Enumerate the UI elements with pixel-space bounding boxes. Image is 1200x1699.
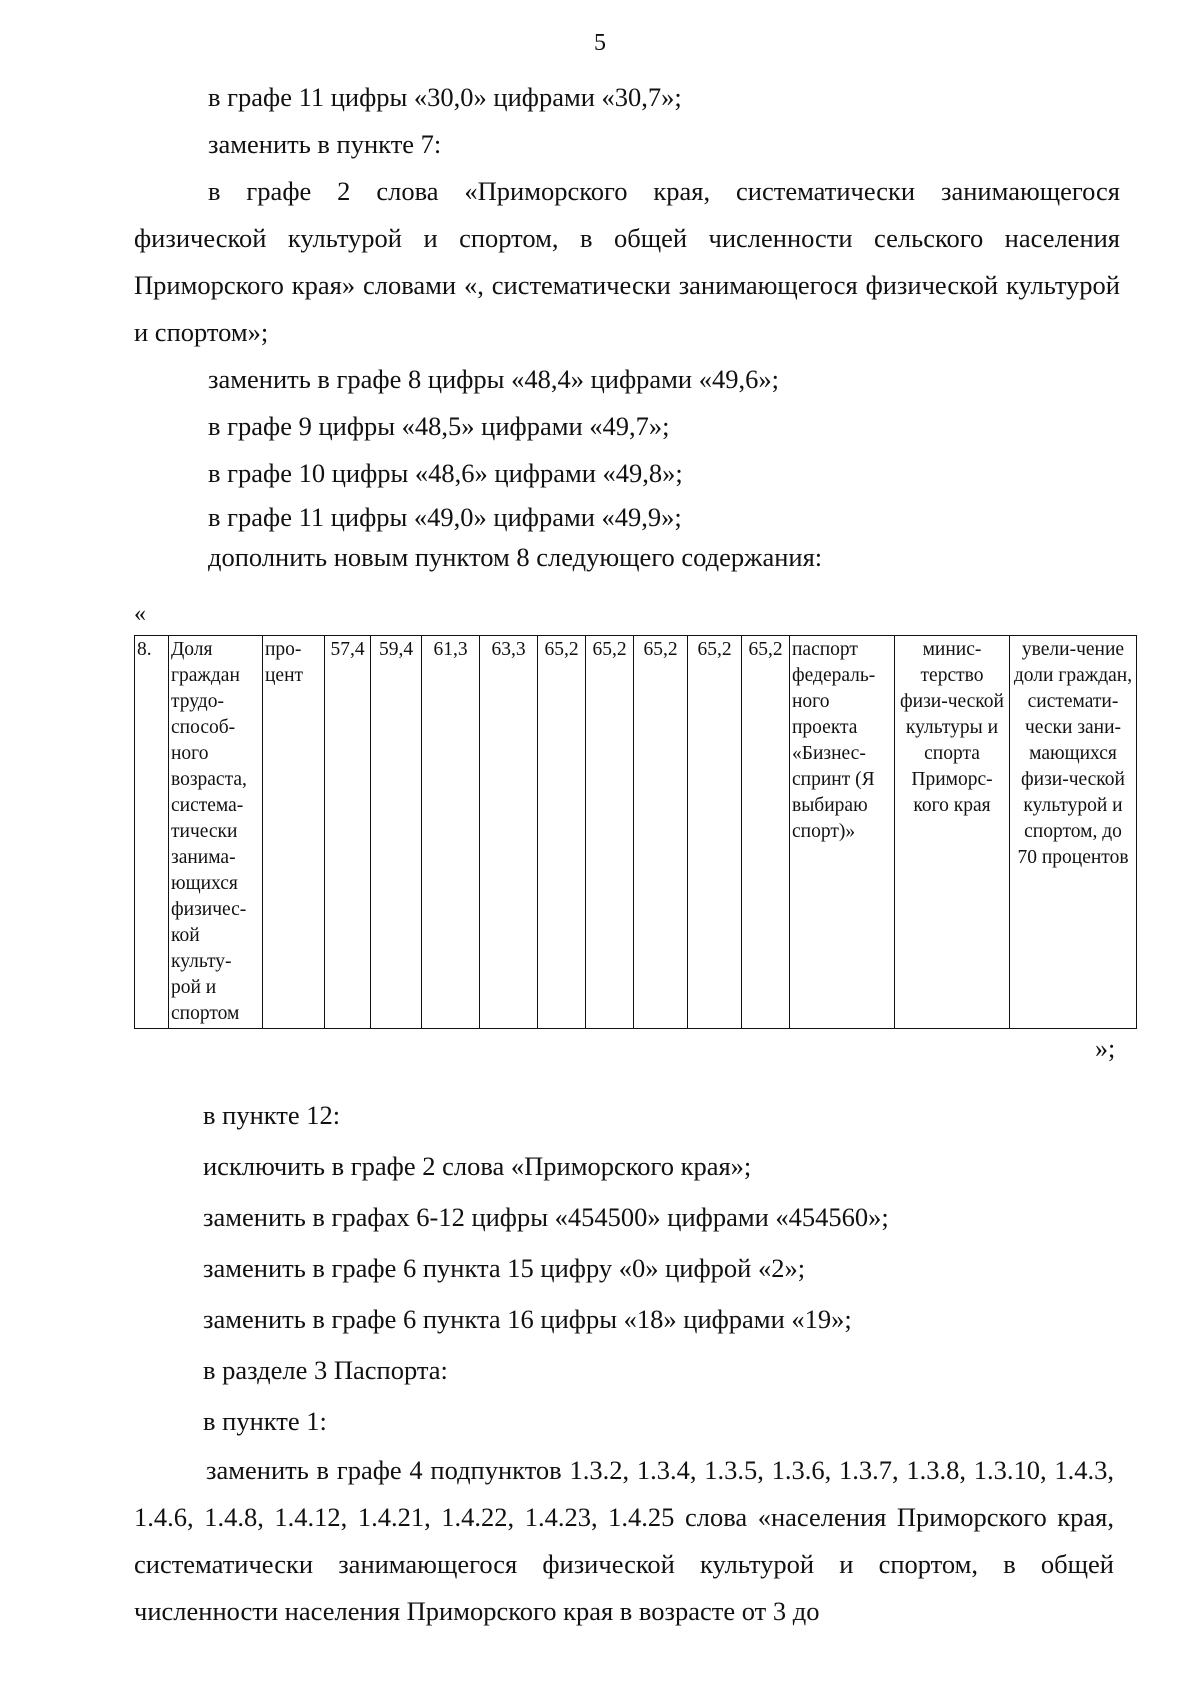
value-cell: 57,4: [325, 636, 371, 1029]
value-cell: 65,2: [742, 636, 790, 1029]
paragraph: дополнить новым пунктом 8 следующего содержания:: [208, 542, 823, 572]
value-cell: 65,2: [634, 636, 688, 1029]
paragraph: в разделе 3 Паспорта:: [203, 1355, 448, 1385]
indicator-table: [134, 635, 1137, 1029]
value-cell: 65,2: [538, 636, 586, 1029]
indicator-name: Доля граждан трудо-способ-ного возраста, система-тически занима-ющихся физичес-кой культу-рой и спортом: [169, 636, 263, 1029]
paragraph: в графе 11 цифры «30,0» цифрами «30,7»;: [208, 82, 682, 112]
bottom-text-block: [0, 1090, 1200, 1635]
paragraph: в графе 10 цифры «48,6» цифрами «49,8»;: [208, 458, 683, 488]
source-cell: паспорт федераль-ного проекта «Бизнес-спринт (Я выбираю спорт)»: [790, 636, 895, 1029]
row-number: 8.: [135, 636, 169, 1029]
top-text-block: [0, 74, 1200, 577]
value-cell: 61,3: [422, 636, 480, 1029]
value-cell: 65,2: [688, 636, 742, 1029]
paragraph: заменить в графе 6 пункта 15 цифру «0» цифрой «2»;: [203, 1253, 806, 1283]
result-cell: увели-чение доли граждан, системати-чески зани-мающихся физи-ческой культурой и спортом, до 70 процентов: [1010, 636, 1137, 1029]
paragraph: заменить в пункте 7:: [208, 129, 442, 159]
quote-close-mark: »;: [1095, 1034, 1116, 1063]
value-cell: 63,3: [480, 636, 538, 1029]
quote-open-mark: «: [134, 601, 146, 627]
paragraph: в графе 11 цифры «49,0» цифрами «49,9»;: [208, 502, 682, 532]
value-cell: 65,2: [586, 636, 634, 1029]
paragraph: в пункте 1:: [203, 1406, 327, 1436]
paragraph: заменить в графе 6 пункта 16 цифры «18» цифрами «19»;: [203, 1304, 852, 1334]
page-number: 5: [594, 30, 606, 56]
table-row: [135, 636, 1137, 1029]
paragraph: в пункте 12:: [203, 1100, 341, 1130]
paragraph: заменить в графе 8 цифры «48,4» цифрами «49,6»;: [208, 364, 779, 394]
paragraph: заменить в графах 6-12 цифры «454500» цифрами «454560»;: [203, 1202, 889, 1232]
value-cell: 59,4: [371, 636, 422, 1029]
paragraph: в графе 9 цифры «48,5» цифрами «49,7»;: [208, 411, 670, 441]
unit-cell: про-цент: [263, 636, 325, 1029]
responsible-cell: минис-терство физи-ческой культуры и спорта Приморс-кого края: [895, 636, 1010, 1029]
paragraph: исключить в графе 2 слова «Приморского края»;: [203, 1151, 752, 1181]
paragraph: в графе 2 слова «Приморского края, систематически занимающегося физической культурой и спортом, в общей численности сельского населения Приморского края» словами «, систематически занимающегося физической культурой и спортом»;: [134, 176, 1120, 347]
paragraph: заменить в графе 4 подпунктов 1.3.2, 1.3.4, 1.3.5, 1.3.6, 1.3.7, 1.3.8, 1.3.10, 1.4.3, 1.4.6, 1.4.8, 1.4.12, 1.4.21, 1.4.22, 1.4.23, 1.4.25 слова «населения Приморского края, систематически занимающегося физической культурой и спортом, в общей численности населения Приморского края в возрасте от 3 до: [134, 1455, 1114, 1626]
